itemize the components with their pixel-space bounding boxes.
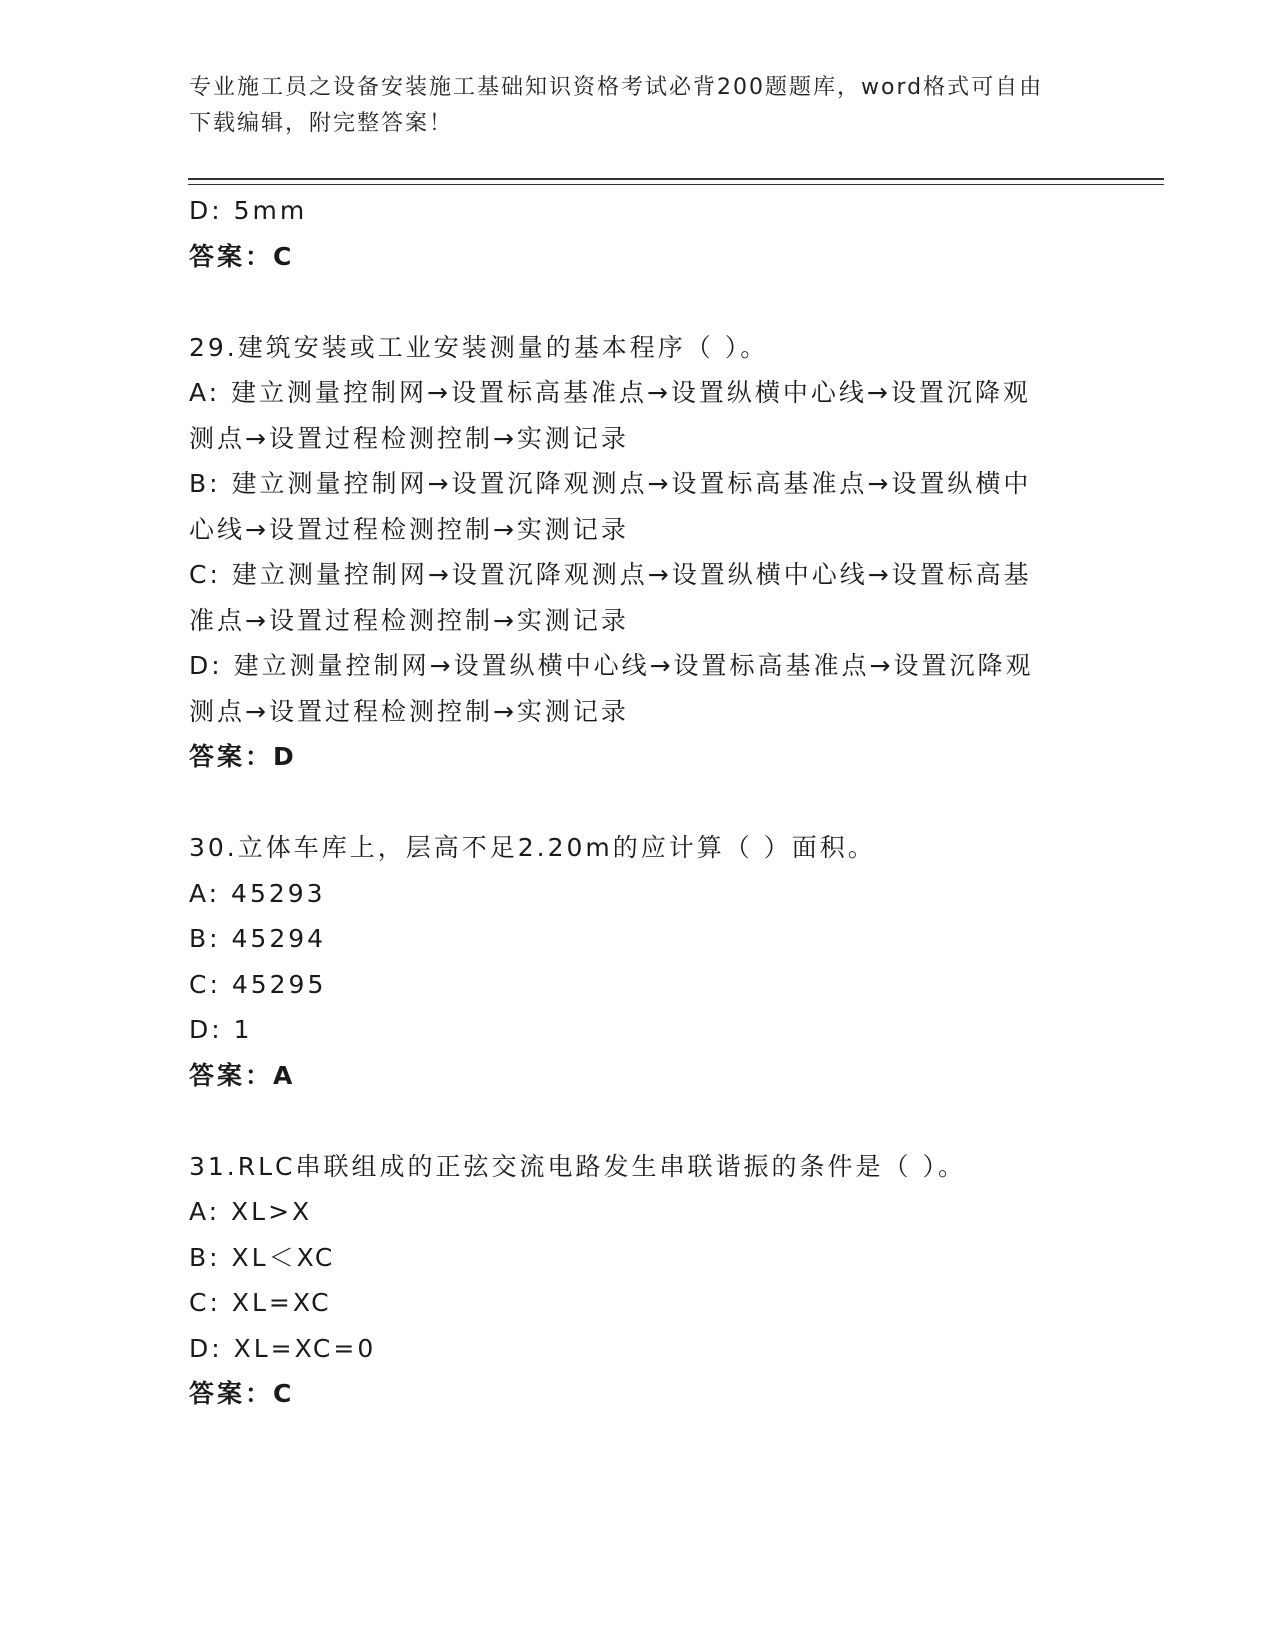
- option-b: B: XL＜XC: [189, 1242, 336, 1272]
- answer: 答案：C: [189, 1379, 295, 1408]
- option-a: A: XL>X: [189, 1197, 313, 1226]
- question-30: [189, 825, 1089, 1098]
- option-d: D: XL=XC=0: [189, 1333, 377, 1363]
- prev-answer: 答案：C: [189, 241, 295, 271]
- spacer: [189, 780, 1089, 826]
- question-29: [189, 325, 1089, 780]
- header-rule-thick: [188, 178, 1164, 180]
- option-a-cont: 测点→设置过程检测控制→实测记录: [189, 423, 629, 453]
- option-a: A: 建立测量控制网→设置标高基准点→设置纵横中心线→设置沉降观: [189, 378, 1031, 407]
- header-line-1: 专业施工员之设备安装施工基础知识资格考试必背200题题库，word格式可自由: [189, 75, 1044, 100]
- option-d: D: 建立测量控制网→设置纵横中心线→设置标高基准点→设置沉降观: [189, 651, 1034, 680]
- option-c: C: 建立测量控制网→设置沉降观测点→设置纵横中心线→设置标高基: [189, 560, 1032, 589]
- header-line-2: 下载编辑，附完整答案！: [189, 111, 454, 136]
- question-31: [189, 1144, 1089, 1417]
- prev-option-d: D: 5mm: [189, 196, 308, 225]
- option-d-cont: 测点→设置过程检测控制→实测记录: [189, 696, 629, 726]
- option-a: A: 45293: [189, 878, 326, 908]
- option-b: B: 建立测量控制网→设置沉降观测点→设置标高基准点→设置纵横中: [189, 469, 1032, 498]
- option-c: C: 45295: [189, 969, 327, 999]
- document-header: [189, 70, 1089, 142]
- option-d: D: 1: [189, 1015, 253, 1044]
- option-b-cont: 心线→设置过程检测控制→实测记录: [189, 514, 629, 544]
- header-rule-thin: [188, 184, 1164, 185]
- spacer: [189, 1098, 1089, 1144]
- answer: 答案：A: [189, 1060, 296, 1090]
- spacer: [189, 279, 1089, 325]
- document-body: [189, 188, 1089, 1417]
- option-b: B: 45294: [189, 924, 327, 953]
- question-stem: 29.建筑安装或工业安装测量的基本程序（ ）。: [189, 332, 769, 362]
- option-c: C: XL=XC: [189, 1288, 332, 1317]
- answer: 答案：D: [189, 742, 297, 771]
- question-stem: 31.RLC串联组成的正弦交流电路发生串联谐振的条件是（ ）。: [189, 1151, 966, 1181]
- option-c-cont: 准点→设置过程检测控制→实测记录: [189, 605, 629, 635]
- question-stem: 30.立体车库上，层高不足2.20m的应计算（ ）面积。: [189, 833, 876, 862]
